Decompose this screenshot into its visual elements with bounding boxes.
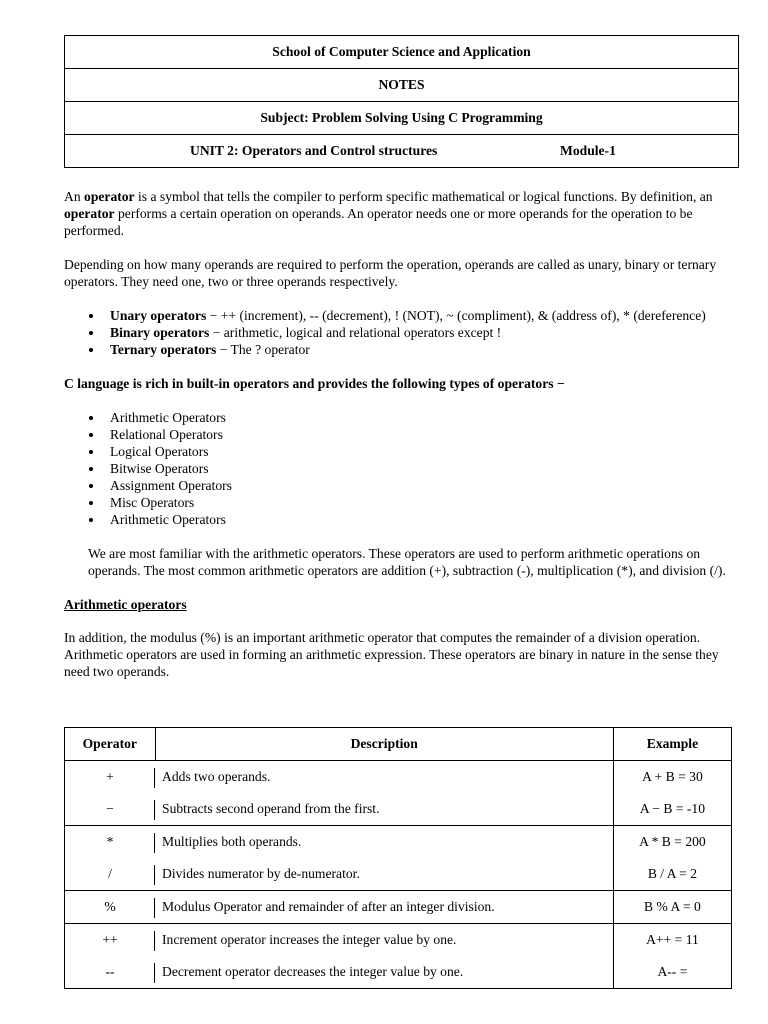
- arithmetic-operators-table: [64, 727, 732, 989]
- list-item: Arithmetic Operators: [64, 409, 740, 426]
- example-cell: B % A = 0: [613, 891, 731, 924]
- list-item: Logical Operators: [64, 443, 740, 460]
- intro-paragraph: An operator is a symbol that tells the compiler to perform specific mathematical or logical functions. By definition, an operator performs a certain operation on operands. An operator needs one or more operands for the operation to be performed.: [64, 189, 713, 238]
- unit-title: UNIT 2: Operators and Control structures: [190, 143, 438, 158]
- table-row: [65, 956, 732, 989]
- operator-cell: *: [65, 826, 156, 859]
- table-row: [65, 858, 732, 891]
- operator-cell: /: [65, 858, 156, 891]
- modulus-paragraph: In addition, the modulus (%) is an important arithmetic operator that computes the remainder of a division operation. Arithmetic operators are used in forming an arithmetic expression. These operators are binary in nature in the sense they need two operands.: [64, 630, 719, 679]
- list-item: Binary operators − arithmetic, logical and relational operators except !: [64, 324, 740, 341]
- example-cell: A++ = 11: [613, 924, 731, 957]
- operand-paragraph: Depending on how many operands are required to perform the operation, operands are called as unary, binary or ternary operators. They need one, two or three operands respectively.: [64, 257, 717, 289]
- operator-cell: −: [65, 793, 156, 826]
- unit-row: [65, 135, 739, 168]
- example-cell: A * B = 200: [613, 826, 731, 859]
- school-name: School of Computer Science and Application: [65, 36, 739, 69]
- familiar-paragraph: We are most familiar with the arithmetic operators. These operators are used to perform arithmetic operations on operands. The most common arithmetic operators are addition (+), subtraction (-), multiplication (*), and division (/).: [88, 546, 726, 578]
- list-item: Relational Operators: [64, 426, 740, 443]
- list-item: Bitwise Operators: [64, 460, 740, 477]
- list-item: Assignment Operators: [64, 477, 740, 494]
- list-item: Misc Operators: [64, 494, 740, 511]
- arithmetic-heading: Arithmetic operators: [64, 597, 187, 612]
- table-row: [65, 924, 732, 957]
- example-cell: A + B = 30: [613, 761, 731, 794]
- header-table: [64, 35, 739, 168]
- column-header-operator: Operator: [65, 728, 156, 761]
- description-cell: Modulus Operator and remainder of after an integer division.: [155, 891, 613, 924]
- list-item: Unary operators − ++ (increment), -- (decrement), ! (NOT), ~ (compliment), & (address of), * (dereference): [64, 307, 740, 324]
- operator-cell: --: [65, 956, 156, 989]
- operator-categories-list: [64, 409, 740, 528]
- operand-types-list: [64, 307, 740, 358]
- description-cell: Increment operator increases the integer value by one.: [155, 924, 613, 957]
- description-cell: Multiplies both operands.: [155, 826, 613, 859]
- table-header-row: [65, 728, 732, 761]
- table-row: [65, 761, 732, 794]
- example-cell: A-- =: [613, 956, 731, 989]
- description-cell: Decrement operator decreases the integer value by one.: [155, 956, 613, 989]
- operator-cell: %: [65, 891, 156, 924]
- module-label: Module-1: [560, 143, 616, 158]
- notes-label: NOTES: [65, 69, 739, 102]
- column-header-description: Description: [155, 728, 613, 761]
- column-header-example: Example: [613, 728, 731, 761]
- subject-title: Subject: Problem Solving Using C Programming: [65, 102, 739, 135]
- description-cell: Divides numerator by de-numerator.: [155, 858, 613, 891]
- notes-content: [64, 188, 740, 680]
- table-row: [65, 793, 732, 826]
- example-cell: A − B = -10: [613, 793, 731, 826]
- operator-cell: +: [65, 761, 156, 794]
- list-item: Ternary operators − The ? operator: [64, 341, 740, 358]
- table-row: [65, 826, 732, 859]
- example-cell: B / A = 2: [613, 858, 731, 891]
- table-row: [65, 891, 732, 924]
- operator-cell: ++: [65, 924, 156, 957]
- list-item: Arithmetic Operators: [64, 511, 740, 528]
- c-language-heading: C language is rich in built-in operators and provides the following types of operators −: [64, 376, 565, 391]
- description-cell: Subtracts second operand from the first.: [155, 793, 613, 826]
- description-cell: Adds two operands.: [155, 761, 613, 794]
